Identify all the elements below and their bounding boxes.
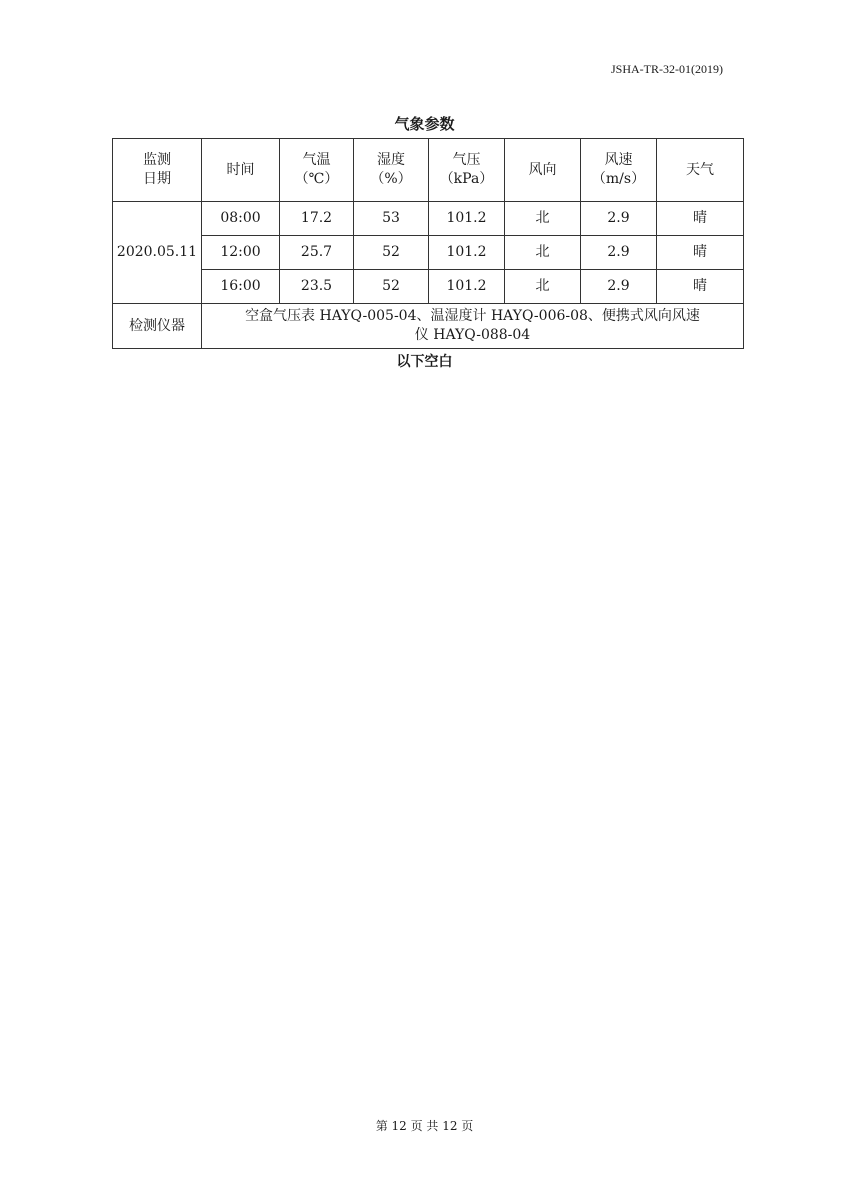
- wind-speed-cell: 2.9: [581, 236, 657, 270]
- weather-cell: 晴: [657, 202, 744, 236]
- table-header-row: [113, 139, 744, 202]
- header-time: 时间: [202, 139, 280, 202]
- blank-below-note: 以下空白: [396, 354, 453, 370]
- header-humidity: 湿度 （%）: [354, 139, 429, 202]
- wind-direction-cell: 北: [505, 270, 581, 304]
- instrument-label: 检测仪器: [113, 304, 202, 349]
- table-row: [113, 202, 744, 236]
- instrument-value: 空盒气压表 HAYQ-005-04、温湿度计 HAYQ-006-08、便携式风向风速 仪 HAYQ-088-04: [202, 304, 744, 349]
- instrument-row: [113, 304, 744, 349]
- weather-cell: 晴: [657, 236, 744, 270]
- wind-speed-cell: 2.9: [581, 202, 657, 236]
- header-date: 监测 日期: [113, 139, 202, 202]
- wind-speed-cell: 2.9: [581, 270, 657, 304]
- document-code: JSHA-TR-32-01(2019): [611, 62, 723, 76]
- time-cell: 12:00: [202, 236, 280, 270]
- humidity-cell: 52: [354, 236, 429, 270]
- page-title: 气象参数: [394, 115, 455, 133]
- temperature-cell: 23.5: [280, 270, 354, 304]
- header-wind-direction: 风向: [505, 139, 581, 202]
- pressure-cell: 101.2: [429, 202, 505, 236]
- weather-table: [112, 138, 744, 349]
- date-cell: 2020.05.11: [113, 202, 202, 304]
- pressure-cell: 101.2: [429, 270, 505, 304]
- humidity-cell: 52: [354, 270, 429, 304]
- wind-direction-cell: 北: [505, 202, 581, 236]
- temperature-cell: 25.7: [280, 236, 354, 270]
- humidity-cell: 53: [354, 202, 429, 236]
- page-number: 第 12 页 共 12 页: [375, 1119, 474, 1133]
- wind-direction-cell: 北: [505, 236, 581, 270]
- time-cell: 16:00: [202, 270, 280, 304]
- weather-cell: 晴: [657, 270, 744, 304]
- header-weather: 天气: [657, 139, 744, 202]
- time-cell: 08:00: [202, 202, 280, 236]
- table-row: [113, 270, 744, 304]
- temperature-cell: 17.2: [280, 202, 354, 236]
- header-temperature: 气温 （℃）: [280, 139, 354, 202]
- header-pressure: 气压 （kPa）: [429, 139, 505, 202]
- pressure-cell: 101.2: [429, 236, 505, 270]
- header-wind-speed: 风速 （m/s）: [581, 139, 657, 202]
- table-row: [113, 236, 744, 270]
